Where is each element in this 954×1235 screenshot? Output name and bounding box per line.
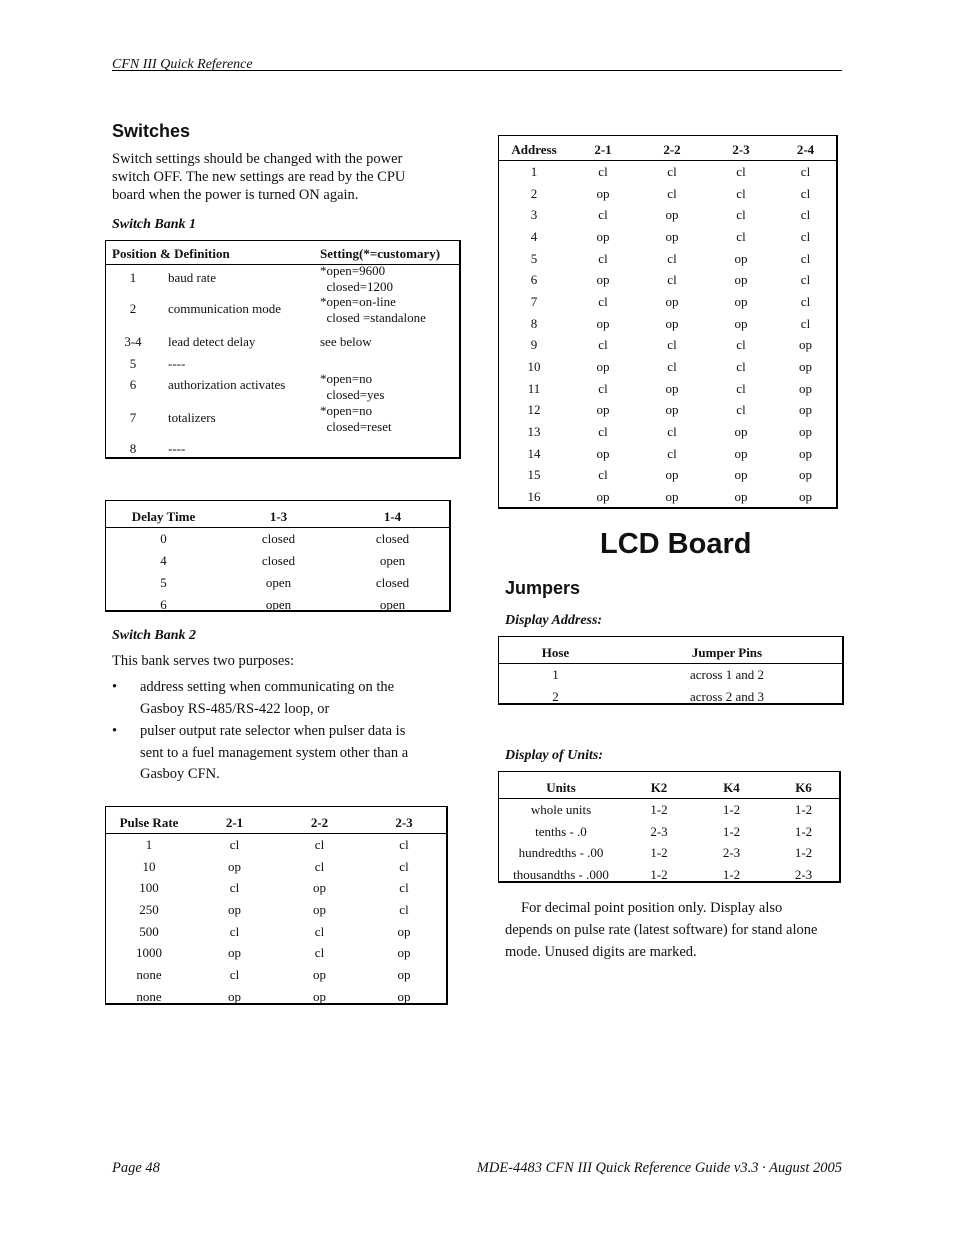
setting-line: see below [320,334,372,349]
table-cell: cl [800,228,811,244]
table-cell: 10 [527,359,541,375]
table-cell: op [596,315,610,331]
table-row [499,465,836,487]
table-cell: op [228,945,241,961]
table-row [106,528,449,551]
table-row [499,821,839,843]
table-row [499,335,836,357]
table-cell: op [596,272,610,288]
table-cell: op [596,228,610,244]
table-header-row [106,807,446,834]
table-row [499,443,836,465]
intro-line: board when the power is turned ON again. [112,187,359,203]
table-cell: 1-2 [722,823,741,839]
bullet-line: pulser output rate selector when pulser data is [140,723,406,739]
col-header: Pulse Rate [106,807,192,834]
table-cell: 2-3 [722,845,741,861]
table-cell: 500 [139,923,159,939]
table-cell: 1 [552,667,559,682]
display-address-heading: Display Address: [505,613,603,628]
table-cell: op [799,359,812,375]
table-cell: tenths - .0 [535,823,587,839]
definition-cell: authorization activates [168,377,286,392]
table-cell: op [313,988,326,1004]
table-cell: op [665,293,679,309]
table-cell: cl [736,185,746,201]
table-cell: cl [736,402,746,418]
pulse-table [106,807,446,1008]
header-rule [106,264,459,265]
table-cell: 6 [160,597,167,612]
display-units-table [498,771,841,883]
table-cell: 9 [530,337,538,353]
table-cell: op [734,293,748,309]
table-cell: op [734,489,748,505]
table-cell: 8 [530,315,538,331]
table-cell: closed [261,531,296,546]
table-row [499,400,836,422]
table-cell: open [379,553,406,568]
table-row [499,204,836,226]
table-cell: open [265,597,292,612]
table-row [106,899,446,921]
col-header: Units [499,772,623,799]
table-cell: op [734,445,748,461]
table-cell: 1000 [136,945,162,961]
setting-line: closed =standalone [320,310,426,325]
pulse-table-body [106,834,446,1008]
table-cell: op [665,402,679,418]
table-cell: 16 [527,489,541,505]
display-address-body [499,664,842,709]
table-cell: op [799,380,812,396]
position-cell: 7 [129,410,137,425]
table-cell: op [596,445,610,461]
table-cell: 1-2 [794,801,813,817]
table-cell: 2 [530,185,538,201]
table-cell: 250 [139,901,159,917]
definition-cell: communication mode [168,301,282,316]
table-cell: cl [667,424,677,440]
table-cell: op [397,988,411,1004]
col-header: 1-4 [336,501,449,528]
table-cell: op [799,402,812,418]
col-header: 2-1 [192,807,277,834]
position-cell: 1 [129,270,137,285]
col-header: 1-3 [221,501,336,528]
col-header-position: Position & Definition [112,246,230,261]
col-header: 2-3 [707,136,775,161]
table-cell: 1-2 [722,866,741,882]
pulse-rate-table [105,806,448,1005]
table-cell: cl [598,380,608,396]
table-cell: op [665,228,679,244]
table-cell: cl [667,337,677,353]
table-cell: cl [598,424,608,440]
table-cell: cl [598,293,608,309]
address-grid [499,136,836,508]
definition-cell: lead detect delay [168,334,256,349]
list-item [112,721,452,786]
address-table [498,135,838,509]
table-cell: cl [736,380,746,396]
table-cell: cl [598,163,608,179]
table-cell: cl [598,207,608,223]
table-cell: across 2 and 3 [689,689,764,704]
table-cell: op [228,858,241,874]
table-cell: none [136,966,162,982]
table-cell: op [665,467,679,483]
definition-cell: baud rate [168,270,217,285]
col-header: 2-2 [277,807,362,834]
table-row [106,856,446,878]
table-cell: whole units [530,801,592,817]
address-table-body [499,161,836,509]
table-cell: 14 [527,445,541,461]
header-rule [112,70,842,71]
bullet-line: sent to a fuel management system other than a [140,744,409,761]
col-header: 2-3 [362,807,446,834]
table-cell: cl [667,359,677,375]
table-cell: cl [667,185,677,201]
table-row [499,161,836,183]
switch-bank-2-heading: Switch Bank 2 [112,628,197,643]
table-cell: op [799,445,812,461]
table-row [499,421,836,443]
lcd-board-heading: LCD Board [600,528,752,560]
table-cell: cl [314,923,325,939]
display-address-grid [499,637,842,708]
bullet-icon: • [112,723,118,739]
table-cell: cl [736,163,746,179]
table-row [499,356,836,378]
table-cell: 2-3 [650,823,668,839]
table-row [499,486,836,508]
table-row [106,942,446,964]
table-row [106,877,446,899]
setting-cell [320,294,426,326]
table-cell: 1 [145,836,153,852]
table-row [499,864,839,886]
running-header: CFN III Quick Reference [112,57,253,72]
table-row [499,686,842,708]
table-cell: 1 [530,163,538,179]
table-row [106,594,449,616]
table-cell: across 1 and 2 [689,667,764,682]
col-header: K2 [623,772,695,799]
setting-line: closed=reset [320,419,392,434]
table-cell: 100 [139,880,159,896]
setting-cell [320,371,384,403]
note-line: For decimal point position only. Display also [521,900,783,916]
definition-cell: totalizers [168,410,216,425]
table-cell: 11 [527,380,541,396]
bullet-icon: • [112,679,118,695]
position-cell: 2 [129,301,137,316]
position-cell: 8 [129,441,137,456]
table-cell: op [665,315,679,331]
table-cell: 2 [552,689,559,704]
table-cell: open [265,575,292,590]
setting-line: *open=no [320,371,373,386]
col-header: Hose [499,637,612,664]
table-cell: cl [399,901,409,917]
table-cell: 2-3 [794,866,813,882]
table-cell: op [734,467,748,483]
intro-line: Switch settings should be changed with the power [112,151,403,167]
setting-line: *open=9600 [320,263,386,278]
table-cell: op [596,489,610,505]
table-cell: 4 [530,228,538,244]
col-header: Jumper Pins [612,637,842,664]
table-cell: 1-2 [650,866,668,882]
display-units-heading: Display of Units: [505,748,603,763]
table-cell: op [665,207,679,223]
table-cell: 3 [530,207,538,223]
display-units-body [499,799,839,886]
definition-cell: ---- [168,356,186,371]
col-header: K4 [695,772,768,799]
page-number: Page 48 [112,1160,160,1176]
position-cell: 5 [129,356,137,371]
switch-bank-1-table [105,240,461,459]
table-cell: 4 [160,553,167,568]
table-cell: open [379,597,406,612]
table-cell: closed [375,531,410,546]
table-cell: cl [800,185,811,201]
table-cell: 15 [527,467,541,483]
setting-line: closed=yes [320,387,385,402]
table-cell: cl [399,836,409,852]
table-cell: op [596,402,610,418]
table-cell: thousandths - .000 [513,866,609,882]
table-cell: 1-2 [650,801,668,817]
col-header: 2-1 [569,136,637,161]
table-cell: op [799,337,812,353]
table-cell: cl [800,250,811,266]
setting-cell [320,334,372,350]
table-cell: op [228,988,241,1004]
col-header: 2-2 [637,136,707,161]
table-cell: cl [667,250,677,266]
delay-table [106,501,449,616]
table-header-row [499,637,842,664]
table-cell: cl [229,966,240,982]
table-row [499,269,836,291]
document-id: MDE-4483 CFN III Quick Reference Guide v3.3 · August 2005 [476,1160,842,1176]
table-cell: op [799,424,812,440]
table-cell: op [665,489,679,505]
delay-time-table [105,500,451,612]
table-cell: cl [314,945,325,961]
bullet-line: Gasboy CFN. [140,766,220,782]
table-cell: cl [314,858,325,874]
table-cell: 6 [530,272,538,288]
display-units-grid [499,772,839,886]
list-item [112,677,452,720]
units-note [505,897,850,963]
setting-line: *open=on-line [320,294,396,309]
table-cell: cl [800,315,811,331]
table-cell: op [313,880,326,896]
table-cell: cl [736,207,746,223]
table-cell: 5 [160,575,167,590]
table-cell: 1-2 [794,823,813,839]
table-cell: none [136,988,162,1004]
table-row [499,183,836,205]
table-row [499,313,836,335]
table-cell: op [397,966,411,982]
table-cell: cl [229,836,240,852]
table-cell: op [596,359,610,375]
switches-heading: Switches [112,121,191,141]
table-row [499,378,836,400]
table-header-row [499,772,839,799]
note-line: depends on pulse rate (latest software) for stand alone [505,922,818,938]
table-cell: 1-2 [794,845,813,861]
intro-line: switch OFF. The new settings are read by the CPU [112,169,406,185]
table-cell: cl [667,445,677,461]
setting-cell [320,403,392,435]
table-cell: cl [800,163,811,179]
table-header-row [106,501,449,528]
table-cell: 1-2 [722,801,741,817]
switch-bank-2-intro: This bank serves two purposes: [112,653,295,669]
jumpers-heading: Jumpers [505,578,581,598]
table-row [499,664,842,687]
table-cell: cl [667,272,677,288]
bullet-line: Gasboy RS-485/RS-422 loop, or [140,700,330,717]
bullet-line: address setting when communicating on the [140,679,395,695]
table-cell: op [734,315,748,331]
table-cell: cl [736,337,746,353]
table-cell: cl [800,293,811,309]
table-row [499,291,836,313]
table-cell: cl [314,836,325,852]
table-cell: 10 [142,858,156,874]
table-cell: 5 [530,250,538,266]
table-cell: 7 [530,293,538,309]
table-row [499,842,839,864]
setting-line: closed=1200 [320,279,394,294]
table-cell: op [596,185,610,201]
table-row [499,799,839,821]
table-cell: op [397,923,411,939]
switch-bank-1-heading: Switch Bank 1 [112,217,197,232]
table-cell: op [228,901,241,917]
table-cell: 0 [160,531,167,546]
table-cell: 12 [527,402,541,418]
table-cell: cl [800,207,811,223]
position-cell: 6 [129,377,137,392]
table-cell: cl [736,359,746,375]
table-cell: closed [261,553,296,568]
table-header-row [499,136,836,161]
table-cell: 13 [527,424,541,440]
col-header: 2-4 [775,136,836,161]
col-header: Address [499,136,569,161]
table-row [499,248,836,270]
table-cell: cl [598,250,608,266]
table-cell: cl [736,228,746,244]
table-cell: op [665,380,679,396]
definition-cell: ---- [168,441,186,456]
table-cell: cl [598,337,608,353]
table-cell: op [313,901,326,917]
delay-table-body [106,528,449,617]
setting-line: *open=no [320,403,373,418]
table-row [106,550,449,572]
table-cell: closed [375,575,410,590]
table-cell: op [734,424,748,440]
table-cell: op [799,467,812,483]
table-row [106,986,446,1008]
col-header-setting: Setting(*=customary) [320,246,441,261]
table-cell: cl [800,272,811,288]
table-cell: cl [598,467,608,483]
table-cell: 1-2 [650,845,668,861]
table-cell: op [799,489,812,505]
switches-intro [112,150,405,204]
table-cell: cl [399,880,409,896]
table-cell: cl [399,858,409,874]
note-line: mode. Unused digits are marked. [505,944,697,960]
setting-cell [320,263,393,295]
table-cell: op [734,272,748,288]
col-header: K6 [768,772,839,799]
table-cell: cl [667,163,677,179]
table-row [106,964,446,986]
table-cell: op [734,250,748,266]
purpose-list [112,677,452,787]
display-address-table [498,636,844,705]
table-cell: cl [229,923,240,939]
position-cell: 3-4 [124,334,142,349]
table-cell: hundredths - .00 [518,845,604,861]
table-cell: op [397,945,411,961]
table-row [106,834,446,856]
table-row [499,226,836,248]
table-row [106,572,449,594]
col-header: Delay Time [106,501,221,528]
table-cell: op [313,966,326,982]
table-row [106,921,446,943]
table-cell: cl [229,880,240,896]
